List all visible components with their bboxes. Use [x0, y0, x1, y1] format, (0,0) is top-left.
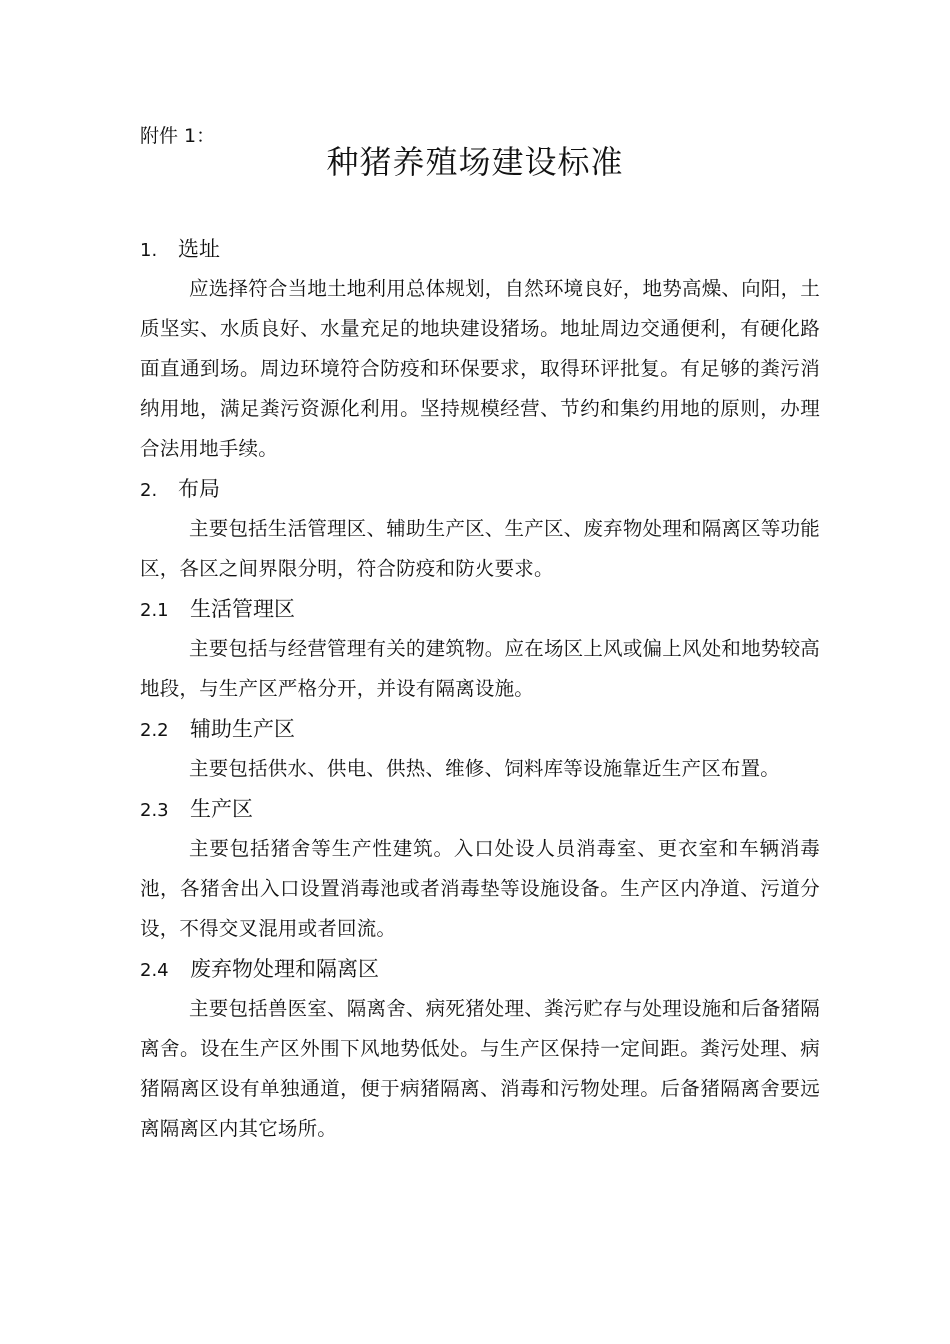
section-number: 2.2 — [140, 720, 169, 741]
section-title: 废弃物处理和隔离区 — [190, 957, 379, 981]
section-paragraph-waste-isolation: 主要包括兽医室、隔离舍、病死猪处理、粪污贮存与处理设施和后备猪隔离舍。设在生产区外围下风地势低处。与生产区保持一定间距。粪污处理、病猪隔离区设有单独通道，便于病猪隔离、消毒和污物处理。后备猪隔离舍要远离隔离区内其它场所。 — [140, 997, 820, 1140]
section-heading-layout — [140, 469, 820, 509]
attachment-label: 附件 1： — [140, 125, 216, 147]
document-title: 种猪养殖场建设标准 — [326, 143, 624, 181]
section-paragraph-site-selection: 应选择符合当地土地利用总体规划，自然环境良好，地势高燥、向阳，土质坚实、水质良好、水量充足的地块建设猪场。地址周边交通便利，有硬化路面直通到场。周边环境符合防疫和环保要求，取得环评批复。有足够的粪污消纳用地，满足粪污资源化利用。坚持规模经营、节约和集约用地的原则，办理合法用地手续。 — [140, 277, 820, 460]
section-paragraph-production: 主要包括猪舍等生产性建筑。入口处设人员消毒室、更衣室和车辆消毒池，各猪舍出入口设置消毒池或者消毒垫等设施设备。生产区内净道、污道分设，不得交叉混用或者回流。 — [140, 837, 820, 940]
section-heading-site-selection — [140, 229, 820, 269]
section-heading-production — [140, 789, 820, 829]
section-number: 2.4 — [140, 960, 169, 981]
section-title: 选址 — [178, 237, 220, 261]
section-paragraph-auxiliary-production: 主要包括供水、供电、供热、维修、饲料库等设施靠近生产区布置。 — [189, 757, 781, 780]
section-number: 2.1 — [140, 600, 169, 621]
section-number: 2.3 — [140, 800, 169, 821]
section-number: 2. — [140, 480, 158, 501]
document-body — [140, 229, 820, 1149]
section-heading-living-management — [140, 589, 820, 629]
section-paragraph-layout: 主要包括生活管理区、辅助生产区、生产区、废弃物处理和隔离区等功能区，各区之间界限分明，符合防疫和防火要求。 — [140, 517, 820, 580]
section-heading-auxiliary-production — [140, 709, 820, 749]
section-title: 布局 — [178, 477, 220, 501]
section-number: 1. — [140, 240, 158, 261]
section-title: 生产区 — [190, 797, 253, 821]
section-title: 生活管理区 — [190, 597, 295, 621]
section-title: 辅助生产区 — [190, 717, 295, 741]
section-heading-waste-isolation — [140, 949, 820, 989]
section-paragraph-living-management: 主要包括与经营管理有关的建筑物。应在场区上风或偏上风处和地势较高地段，与生产区严格分开，并设有隔离设施。 — [140, 637, 820, 700]
